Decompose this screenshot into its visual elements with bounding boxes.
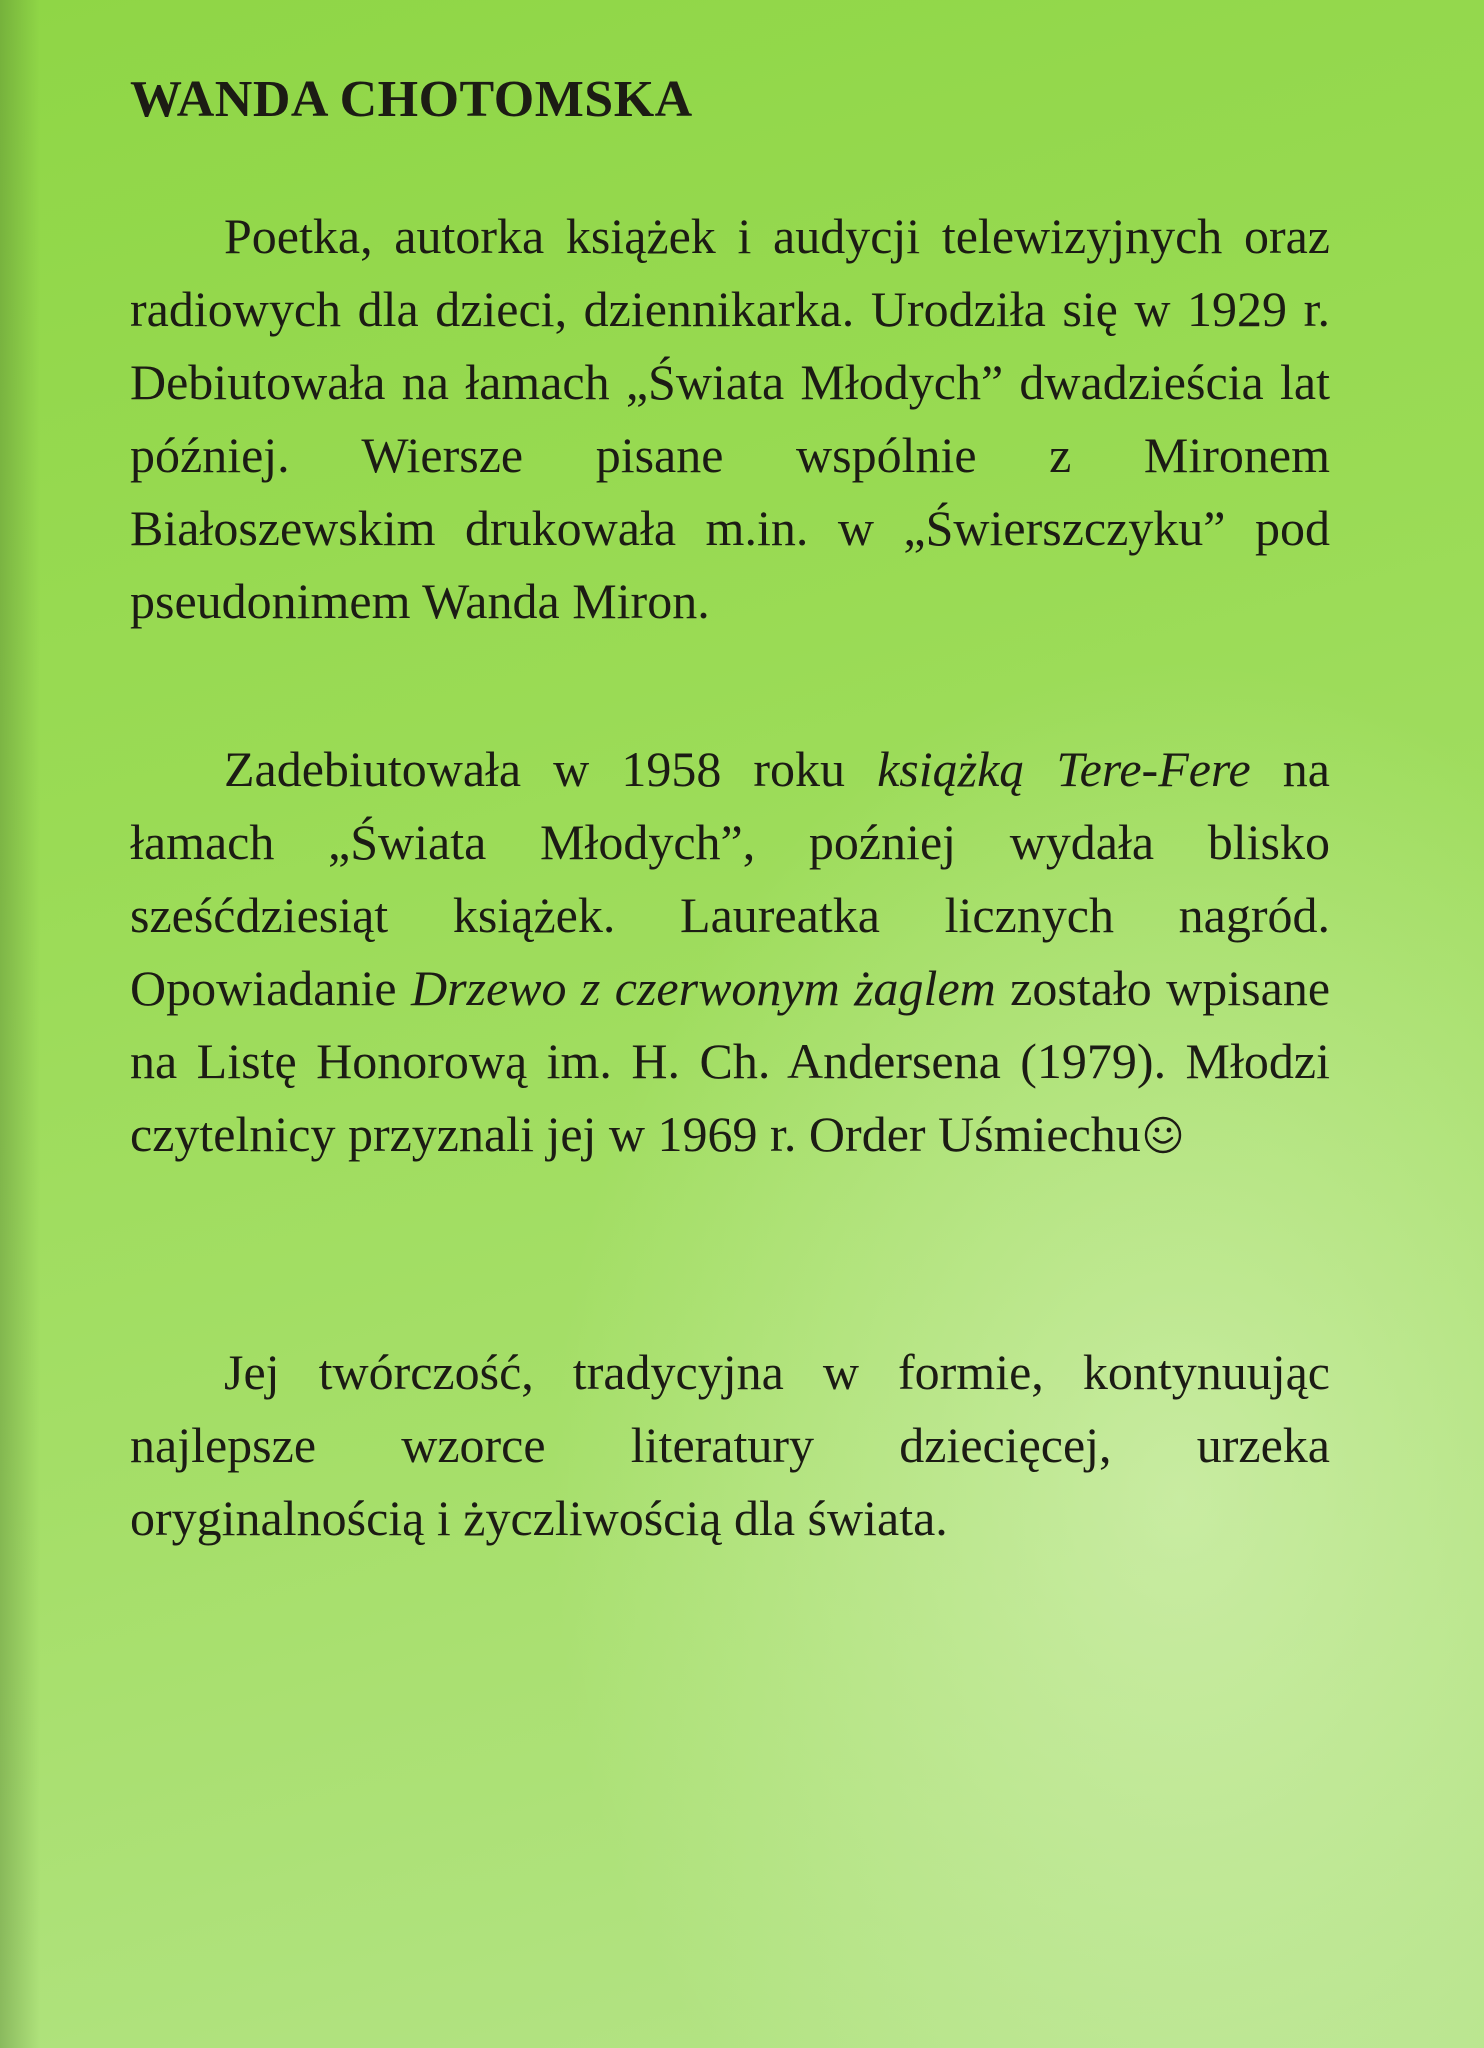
page-edge-shadow xyxy=(0,0,40,2048)
biography-paragraph-3: Jej twórczość, tradycyjna w formie, kontynuując najlepsze wzorce literatury dziecięcej, urzeka oryginalnością i życzliwością dla świata. xyxy=(130,1344,1330,1546)
biography-paragraph-1: Poetka, autorka książek i audycji telewizyjnych oraz radiowych dla dzieci, dziennikarka. Urodziła się w 1929 r. Debiutowała na łamach „Świata Młodych” dwadzieścia lat później. Wiersze pisane wspólnie z Mironem Białoszewskim drukowała m.in. w „Świerszczyku” pod pseudonimem Wanda Miron. xyxy=(130,208,1330,629)
book-title-tere-fere: książką Tere-Fere xyxy=(877,741,1251,797)
story-title-drzewo: Drzewo z czerwonym żaglem xyxy=(410,960,996,1016)
biography-paragraph-2 xyxy=(130,733,1330,1171)
paragraph-2-text-b: na łamach „Świata Młodych”, poźniej wydała blisko sześćdziesiąt książek. Laureatka licznych nagród. Opowiadanie xyxy=(130,741,1330,1016)
document-page xyxy=(130,70,1330,1555)
paragraph-2-text-c: zostało wpisane na Listę Honorową im. H. Ch. Andersena (1979). Młodzi czytelnicy przyznali jej w 1969 r. Order Uśmiechu xyxy=(130,960,1331,1162)
author-title: WANDA CHOTOMSKA xyxy=(130,71,693,128)
smiley-face-icon xyxy=(1143,1115,1183,1155)
paragraph-2-text-a: Zadebiutowała w 1958 roku xyxy=(224,741,878,797)
